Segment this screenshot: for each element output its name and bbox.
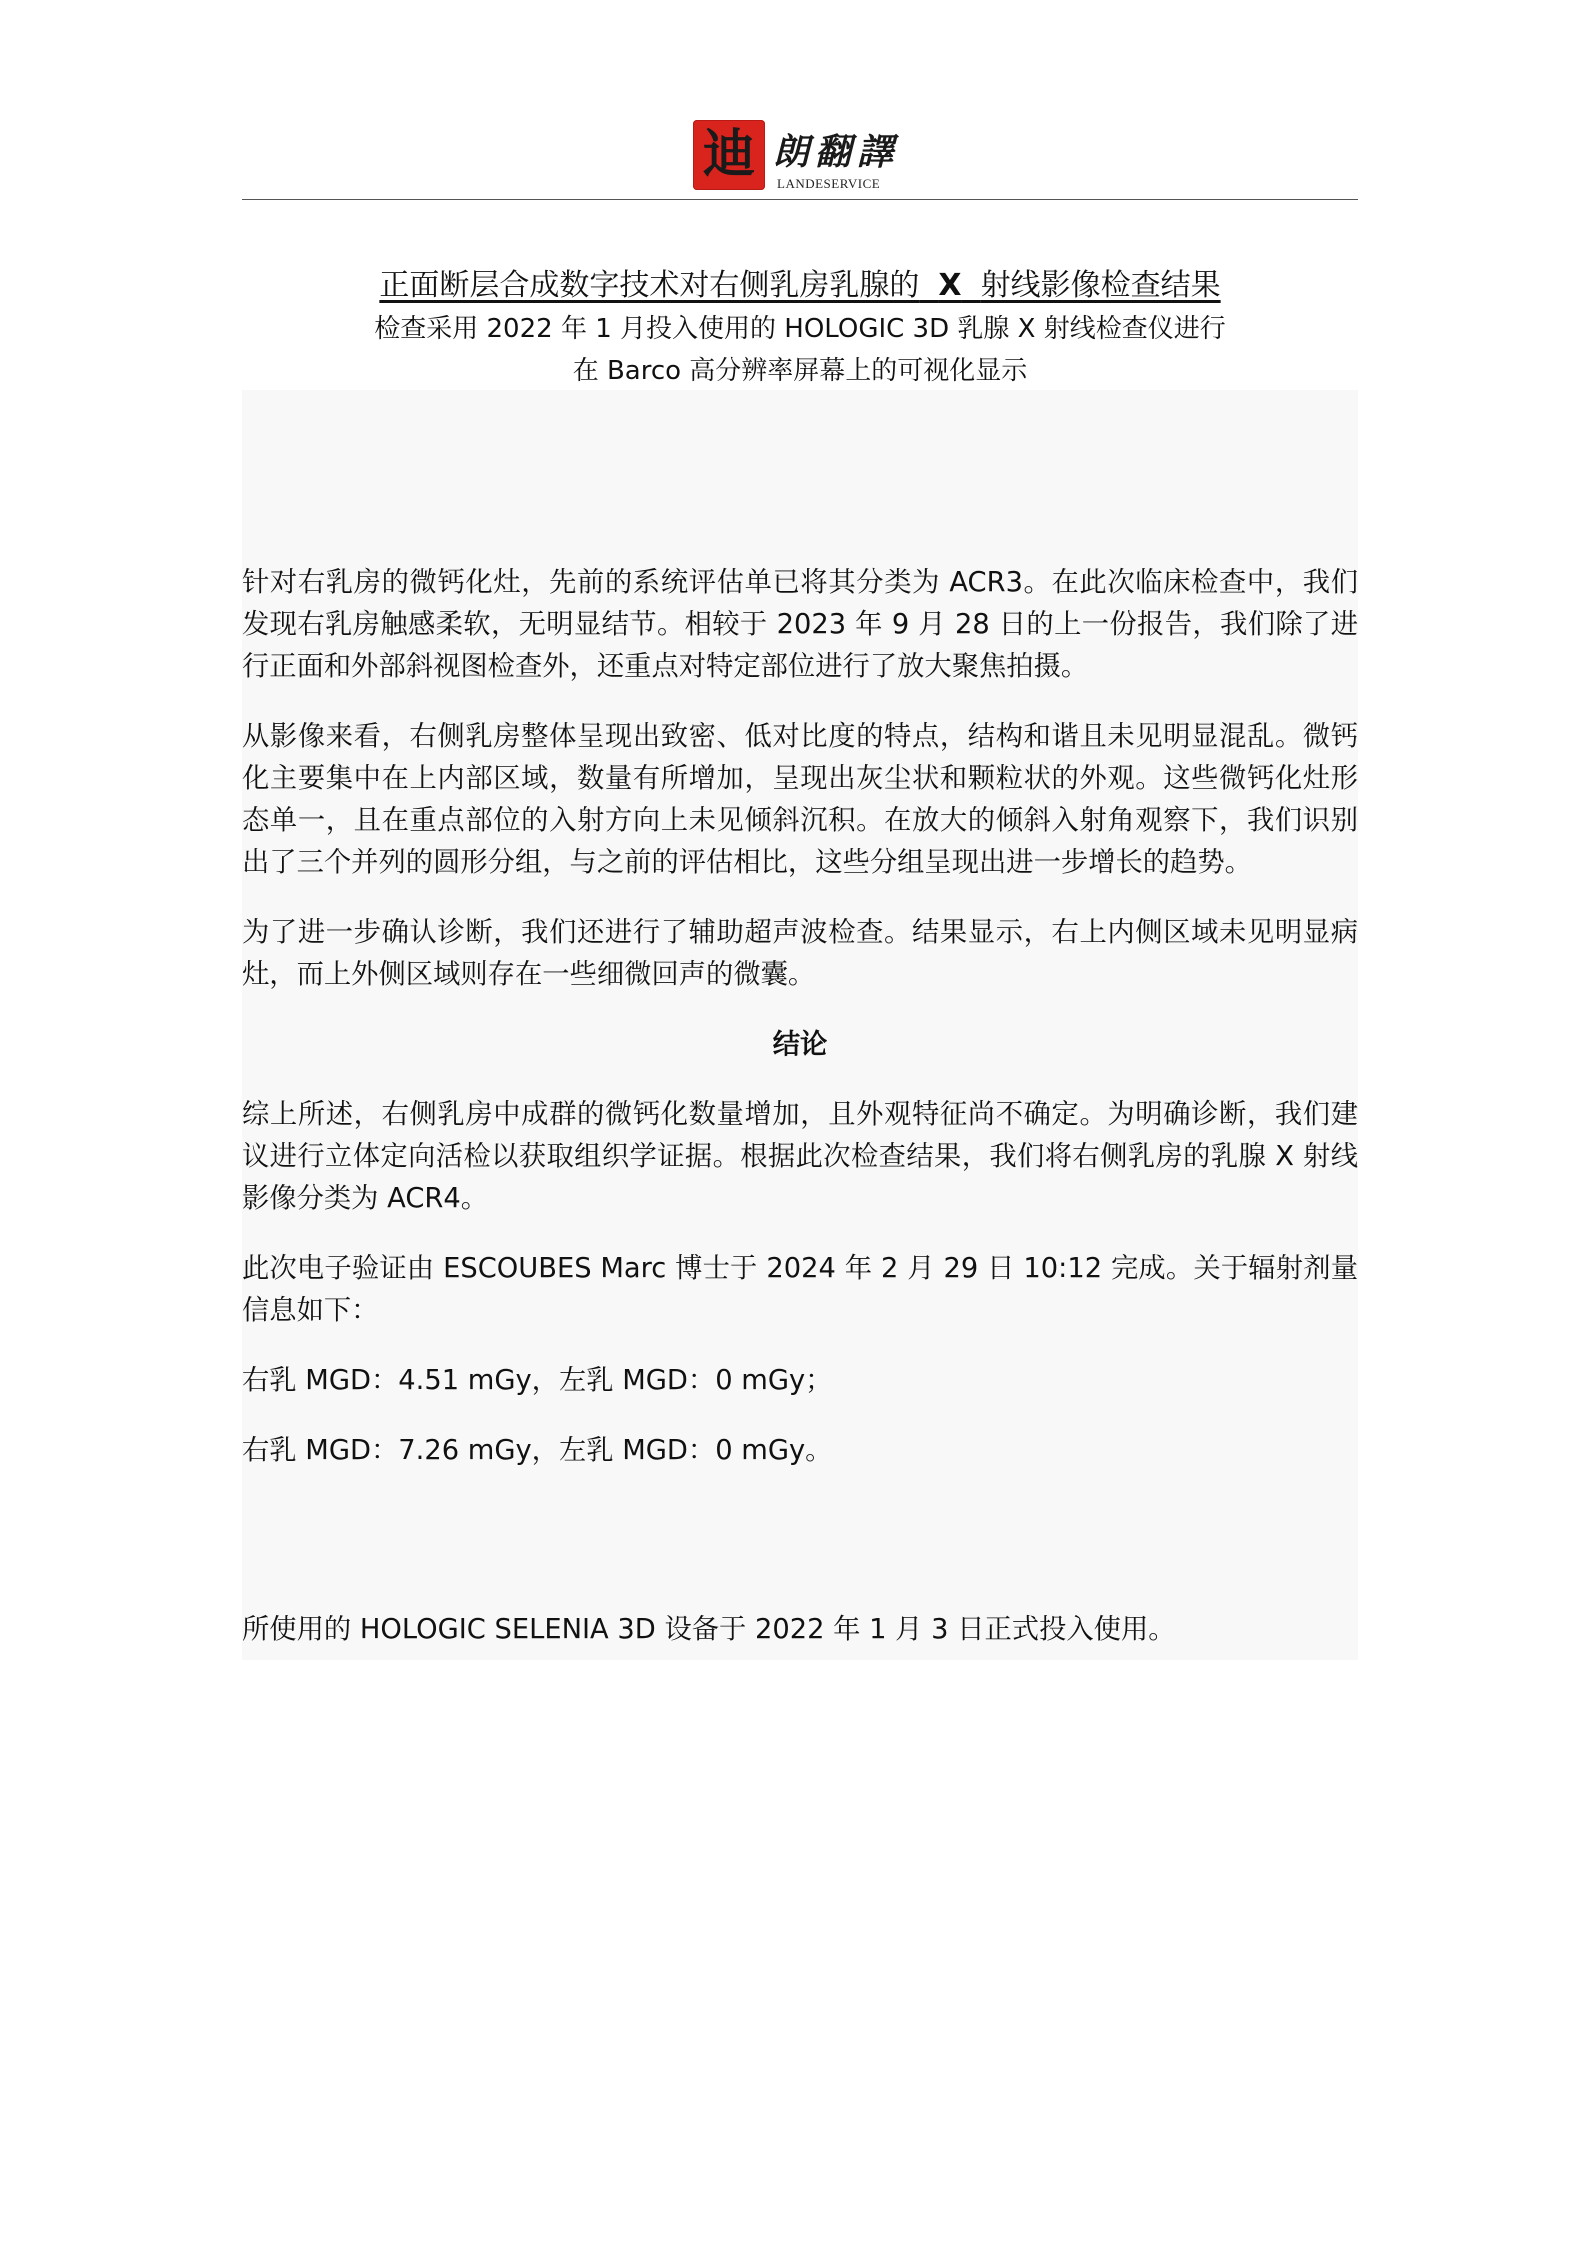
- logo-seal-char: 迪: [702, 124, 755, 185]
- title-part-x: X: [938, 268, 962, 303]
- document-subtitle-line-2: 在 Barco 高分辨率屏幕上的可视化显示: [572, 356, 1028, 386]
- report-paragraph-3: 为了进一步确认诊断，我们还进行了辅助超声波检查。结果显示，右上内侧区域未见明显病灶，而上外侧区域则存在一些细微回声的微囊。: [242, 917, 1358, 990]
- document-subtitle-line-1: 检查采用 2022 年 1 月投入使用的 HOLOGIC 3D 乳腺 X 射线检查仪进行: [374, 314, 1226, 344]
- logo-subtitle: LANDESERVICE: [777, 176, 881, 191]
- conclusion-paragraph: 综上所述，右侧乳房中成群的微钙化数量增加，且外观特征尚不确定。为明确诊断，我们建议进行立体定向活检以获取组织学证据。根据此次检查结果，我们将右侧乳房的乳腺 X 射线影像分类为 ACR4。: [242, 1099, 1358, 1214]
- title-part-2: 射线影像检查结果: [980, 268, 1221, 303]
- title-part-1: 正面断层合成数字技术对右侧乳房乳腺的: [379, 268, 920, 303]
- logo-wordmark: 朗翻譯: [773, 131, 900, 173]
- logo-seal: [693, 120, 765, 190]
- header-divider: [242, 199, 1358, 200]
- conclusion-heading: 结论: [772, 1029, 828, 1060]
- verification-paragraph: 此次电子验证由 ESCOUBES Marc 博士于 2024 年 2 月 29 日 10:12 完成。关于辐射剂量信息如下：: [242, 1253, 1358, 1326]
- company-logo: [693, 118, 903, 196]
- report-paragraph-1: 针对右乳房的微钙化灶，先前的系统评估单已将其分类为 ACR3。在此次临床检查中，我们发现右乳房触感柔软，无明显结节。相较于 2023 年 9 月 28 日的上一份报告，我们除了进行正面和外部斜视图检查外，还重点对特定部位进行了放大聚焦拍摄。: [242, 567, 1358, 682]
- equipment-note: 所使用的 HOLOGIC SELENIA 3D 设备于 2022 年 1 月 3 日正式投入使用。: [242, 1614, 1176, 1645]
- dose-line-1: 右乳 MGD：4.51 mGy，左乳 MGD：0 mGy；: [242, 1365, 833, 1396]
- document-title: [242, 266, 1358, 306]
- report-paragraph-2: 从影像来看，右侧乳房整体呈现出致密、低对比度的特点，结构和谐且未见明显混乱。微钙化主要集中在上内部区域，数量有所增加，呈现出灰尘状和颗粒状的外观。这些微钙化灶形态单一，且在重点部位的入射方向上未见倾斜沉积。在放大的倾斜入射角观察下，我们识别出了三个并列的圆形分组，与之前的评估相比，这些分组呈现出进一步增长的趋势。: [242, 721, 1358, 878]
- report-body: [242, 562, 1358, 1500]
- dose-line-2: 右乳 MGD：7.26 mGy，左乳 MGD：0 mGy。: [242, 1435, 833, 1466]
